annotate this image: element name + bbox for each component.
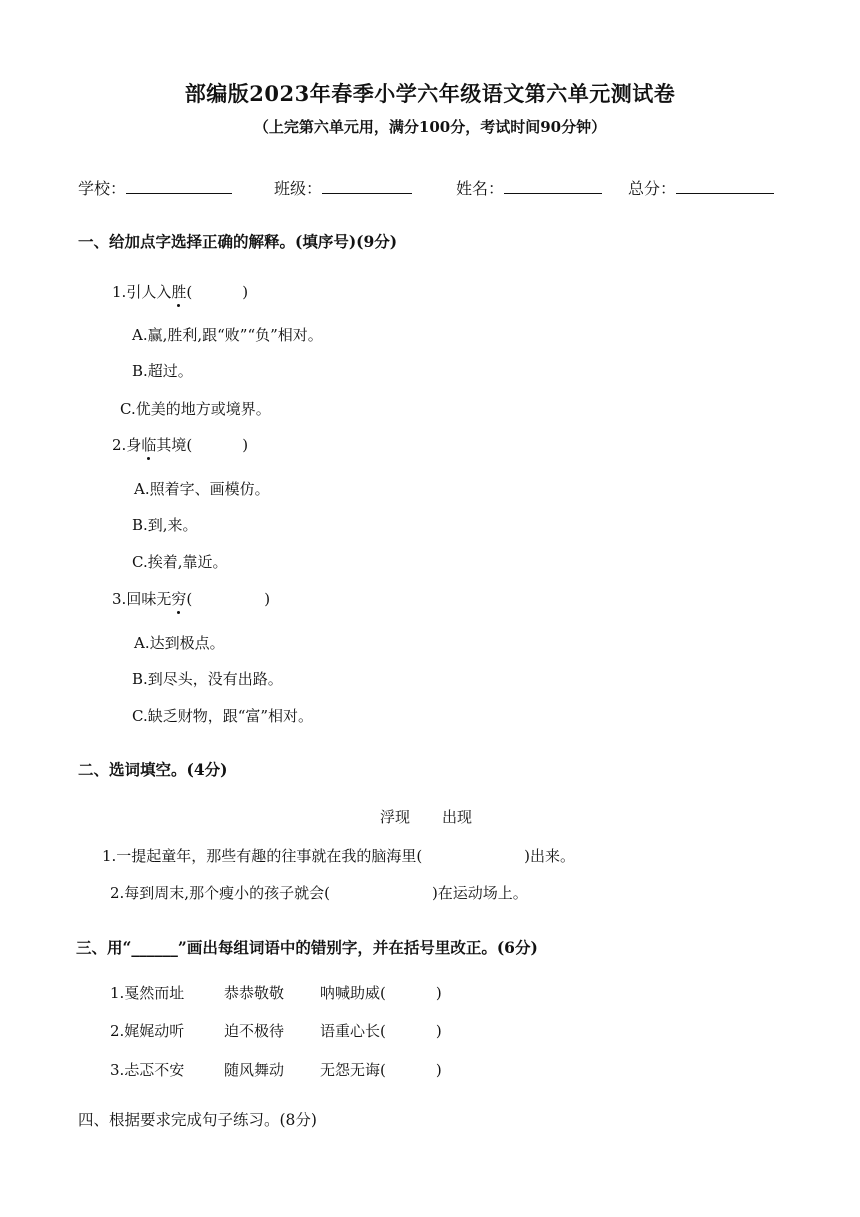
- section2-heading: 二、选词填空。(4分): [78, 760, 228, 779]
- class-blank[interactable]: [322, 177, 412, 194]
- s1-q2-option-a: A.照着字、画模仿。: [134, 480, 270, 498]
- s3-row-3-b: 随风舞动: [224, 1061, 285, 1079]
- s1-question-1: 1.引人入胜( ): [112, 283, 249, 301]
- s3-row-2-c: 语重心长( ): [320, 1022, 442, 1040]
- s1-q2-option-c: C.挨着,靠近。: [132, 553, 228, 571]
- school-blank[interactable]: [126, 177, 232, 194]
- score-blank[interactable]: [676, 177, 774, 194]
- s1-q1-option-b: B.超过。: [132, 362, 193, 380]
- word-choice-2: 出现: [442, 808, 473, 826]
- s3-row-3-c: 无怨无诲( ): [320, 1061, 442, 1079]
- s1-question-2: 2.身临其境( ): [112, 436, 249, 454]
- school-label: 学校：: [78, 179, 127, 198]
- name-blank[interactable]: [504, 177, 602, 194]
- section4-heading: 四、根据要求完成句子练习。(8分): [78, 1111, 317, 1129]
- score-field: [628, 176, 774, 199]
- s3-row-2-b: 迫不极待: [224, 1022, 285, 1040]
- s2-question-1: 1.一提起童年，那些有趣的往事就在我的脑海里( )出来。: [102, 847, 576, 865]
- section3-heading: 三、用“______”画出每组词语中的错别字，并在括号里改正。(6分): [76, 938, 538, 957]
- class-label: 班级：: [274, 179, 323, 198]
- s3-row-1-c: 呐喊助威( ): [320, 984, 442, 1002]
- name-label: 姓名：: [456, 179, 505, 198]
- s1-q1-option-c: C.优美的地方或境界。: [120, 400, 271, 418]
- word-choice-1: 浮现: [380, 808, 411, 826]
- page-title: 部编版2023年春季小学六年级语文第六单元测试卷: [184, 81, 676, 106]
- s3-row-1-a: 1.戛然而址: [110, 984, 185, 1002]
- name-field: [456, 176, 602, 199]
- class-field: [274, 176, 412, 199]
- s2-question-2: 2.每到周末,那个瘦小的孩子就会( )在运动场上。: [110, 884, 528, 902]
- s1-q3-option-a: A.达到极点。: [134, 634, 225, 652]
- s3-row-1-b: 恭恭敬敬: [224, 984, 285, 1002]
- s1-question-3: 3.回味无穷( ): [112, 590, 271, 608]
- s1-q3-option-b: B.到尽头，没有出路。: [132, 670, 283, 688]
- dotted-char: 穷: [171, 590, 187, 608]
- school-field: [78, 176, 232, 199]
- s3-row-2-a: 2.娓娓动听: [110, 1022, 185, 1040]
- section1-heading: 一、给加点字选择正确的解释。(填序号)(9分): [78, 232, 398, 251]
- s3-row-3-a: 3.忐忑不安: [110, 1061, 185, 1079]
- s1-q3-option-c: C.缺乏财物，跟“富”相对。: [132, 707, 314, 725]
- dotted-char: 胜: [171, 283, 187, 301]
- s1-q2-option-b: B.到,来。: [132, 516, 198, 534]
- s1-q1-option-a: A.赢,胜利,跟“败”“负”相对。: [132, 326, 323, 344]
- dotted-char: 临: [141, 436, 157, 454]
- score-label: 总分：: [628, 179, 677, 198]
- page-subtitle: （上完第六单元用，满分100分，考试时间90分钟）: [253, 118, 607, 136]
